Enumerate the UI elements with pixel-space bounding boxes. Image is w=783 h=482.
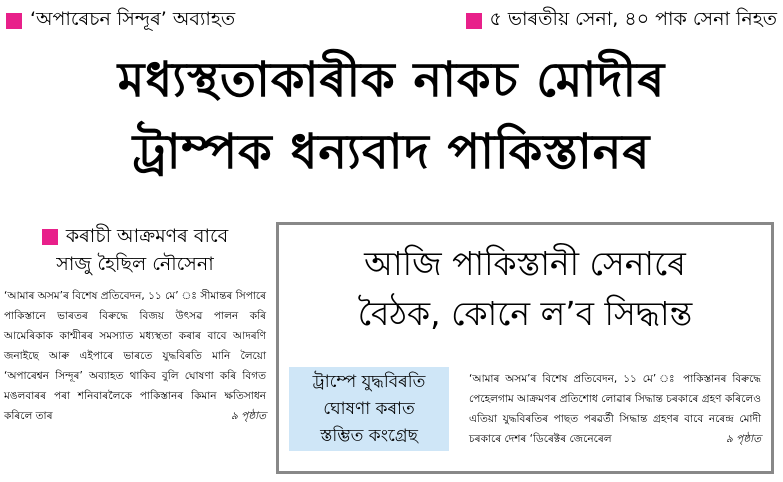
kicker-bar — [6, 6, 777, 36]
teaser-line-3: স্তম্ভিত কংগ্ৰেছ — [320, 426, 418, 446]
bullet-icon — [42, 229, 58, 245]
kicker-left — [6, 5, 235, 37]
main-headline — [0, 44, 783, 188]
left-story — [4, 222, 266, 426]
left-headline-line-1: কৰাচী আক্ৰমণৰ বাবে — [65, 225, 229, 247]
kicker-right — [466, 5, 777, 37]
kicker-left-text: ‘অপাৰেচন সিন্দূৰ’ অব্যাহত — [30, 8, 236, 30]
kicker-right-text: ৫ ভাৰতীয় সেনা, ৪০ পাক সেনা নিহত — [489, 8, 777, 30]
bullet-icon — [466, 13, 482, 29]
continued-link[interactable]: ৯ পৃষ্ঠাত — [230, 410, 266, 422]
left-headline-line-2: সাজু হৈছিল নৌসেনা — [56, 253, 214, 275]
boxed-story — [276, 222, 774, 474]
headline-line-1: মধ্যস্থতাকাৰীক নাকচ মোদীৰ — [117, 52, 666, 108]
box-story-text: ‘আমাৰ অসম’ৰ বিশেষ প্ৰতিবেদন, ১১ মে’ ঃ পাকিস্তানৰ বিৰুদ্ধে পেহেলগাম আক্ৰমণৰ প্ৰতিশোধ লোৱাৰ সিদ্ধান্ত চৰকাৰে গ্ৰহণ কৰিলেও এতিয়া যুদ্ধবিৰতিৰ পাছত পৰৱৰ্তী সিদ্ধান্ত গ্ৰহণৰ বাবে নৰেন্দ্ৰ মোদী চৰকাৰে দেশৰ ‘ডিৰেক্টৰ জেনেৰেল — [469, 373, 761, 445]
headline-line-2: ট্ৰাম্পক ধন্যবাদ পাকিস্তানৰ — [132, 124, 651, 180]
teaser-line-1: ট্ৰাম্পে যুদ্ধবিৰতি — [312, 372, 426, 392]
box-story-body — [469, 369, 761, 449]
box-headline-line-1: আজি পাকিস্তানী সেনাৰে — [364, 244, 686, 283]
box-story-headline — [279, 239, 771, 339]
bullet-icon — [6, 13, 22, 29]
left-story-text: ‘আমাৰ অসম’ৰ বিশেষ প্ৰতিবেদন, ১১ মে’ ঃ সীমান্তৰ সিপাৰে পাকিস্তানে ভাৰতৰ বিৰুদ্ধে বিজয় উৎসৱ পালন কৰি আমেৰিকাক কাশ্মীৰৰ সমস্যাত মধ্যস্থতা কৰাৰ বাবে আদৰণি জনাইছে আৰু এইপাৰে ভাৰতে যুদ্ধবিৰতি মানি লৈয়ো ‘অপাৰেশ্বন সিন্দূৰ’ অব্যাহত থাকিব বুলি ঘোষণা কৰি বিগত মঙলবাৰৰ পৰা শনিবাৰলৈকে পাকিস্তানৰ কিমান ক্ষতিসাধন কৰিলে তাৰ — [4, 290, 266, 422]
box-headline-line-2: বৈঠক, কোনে ল’ব সিদ্ধান্ত — [357, 294, 693, 333]
continued-link[interactable]: ৯ পৃষ্ঠাত — [725, 433, 761, 445]
sidebar-teaser — [289, 367, 449, 451]
left-story-body — [4, 286, 266, 426]
left-story-headline — [4, 222, 266, 278]
teaser-line-2: ঘোষণা কৰাত — [323, 399, 415, 419]
